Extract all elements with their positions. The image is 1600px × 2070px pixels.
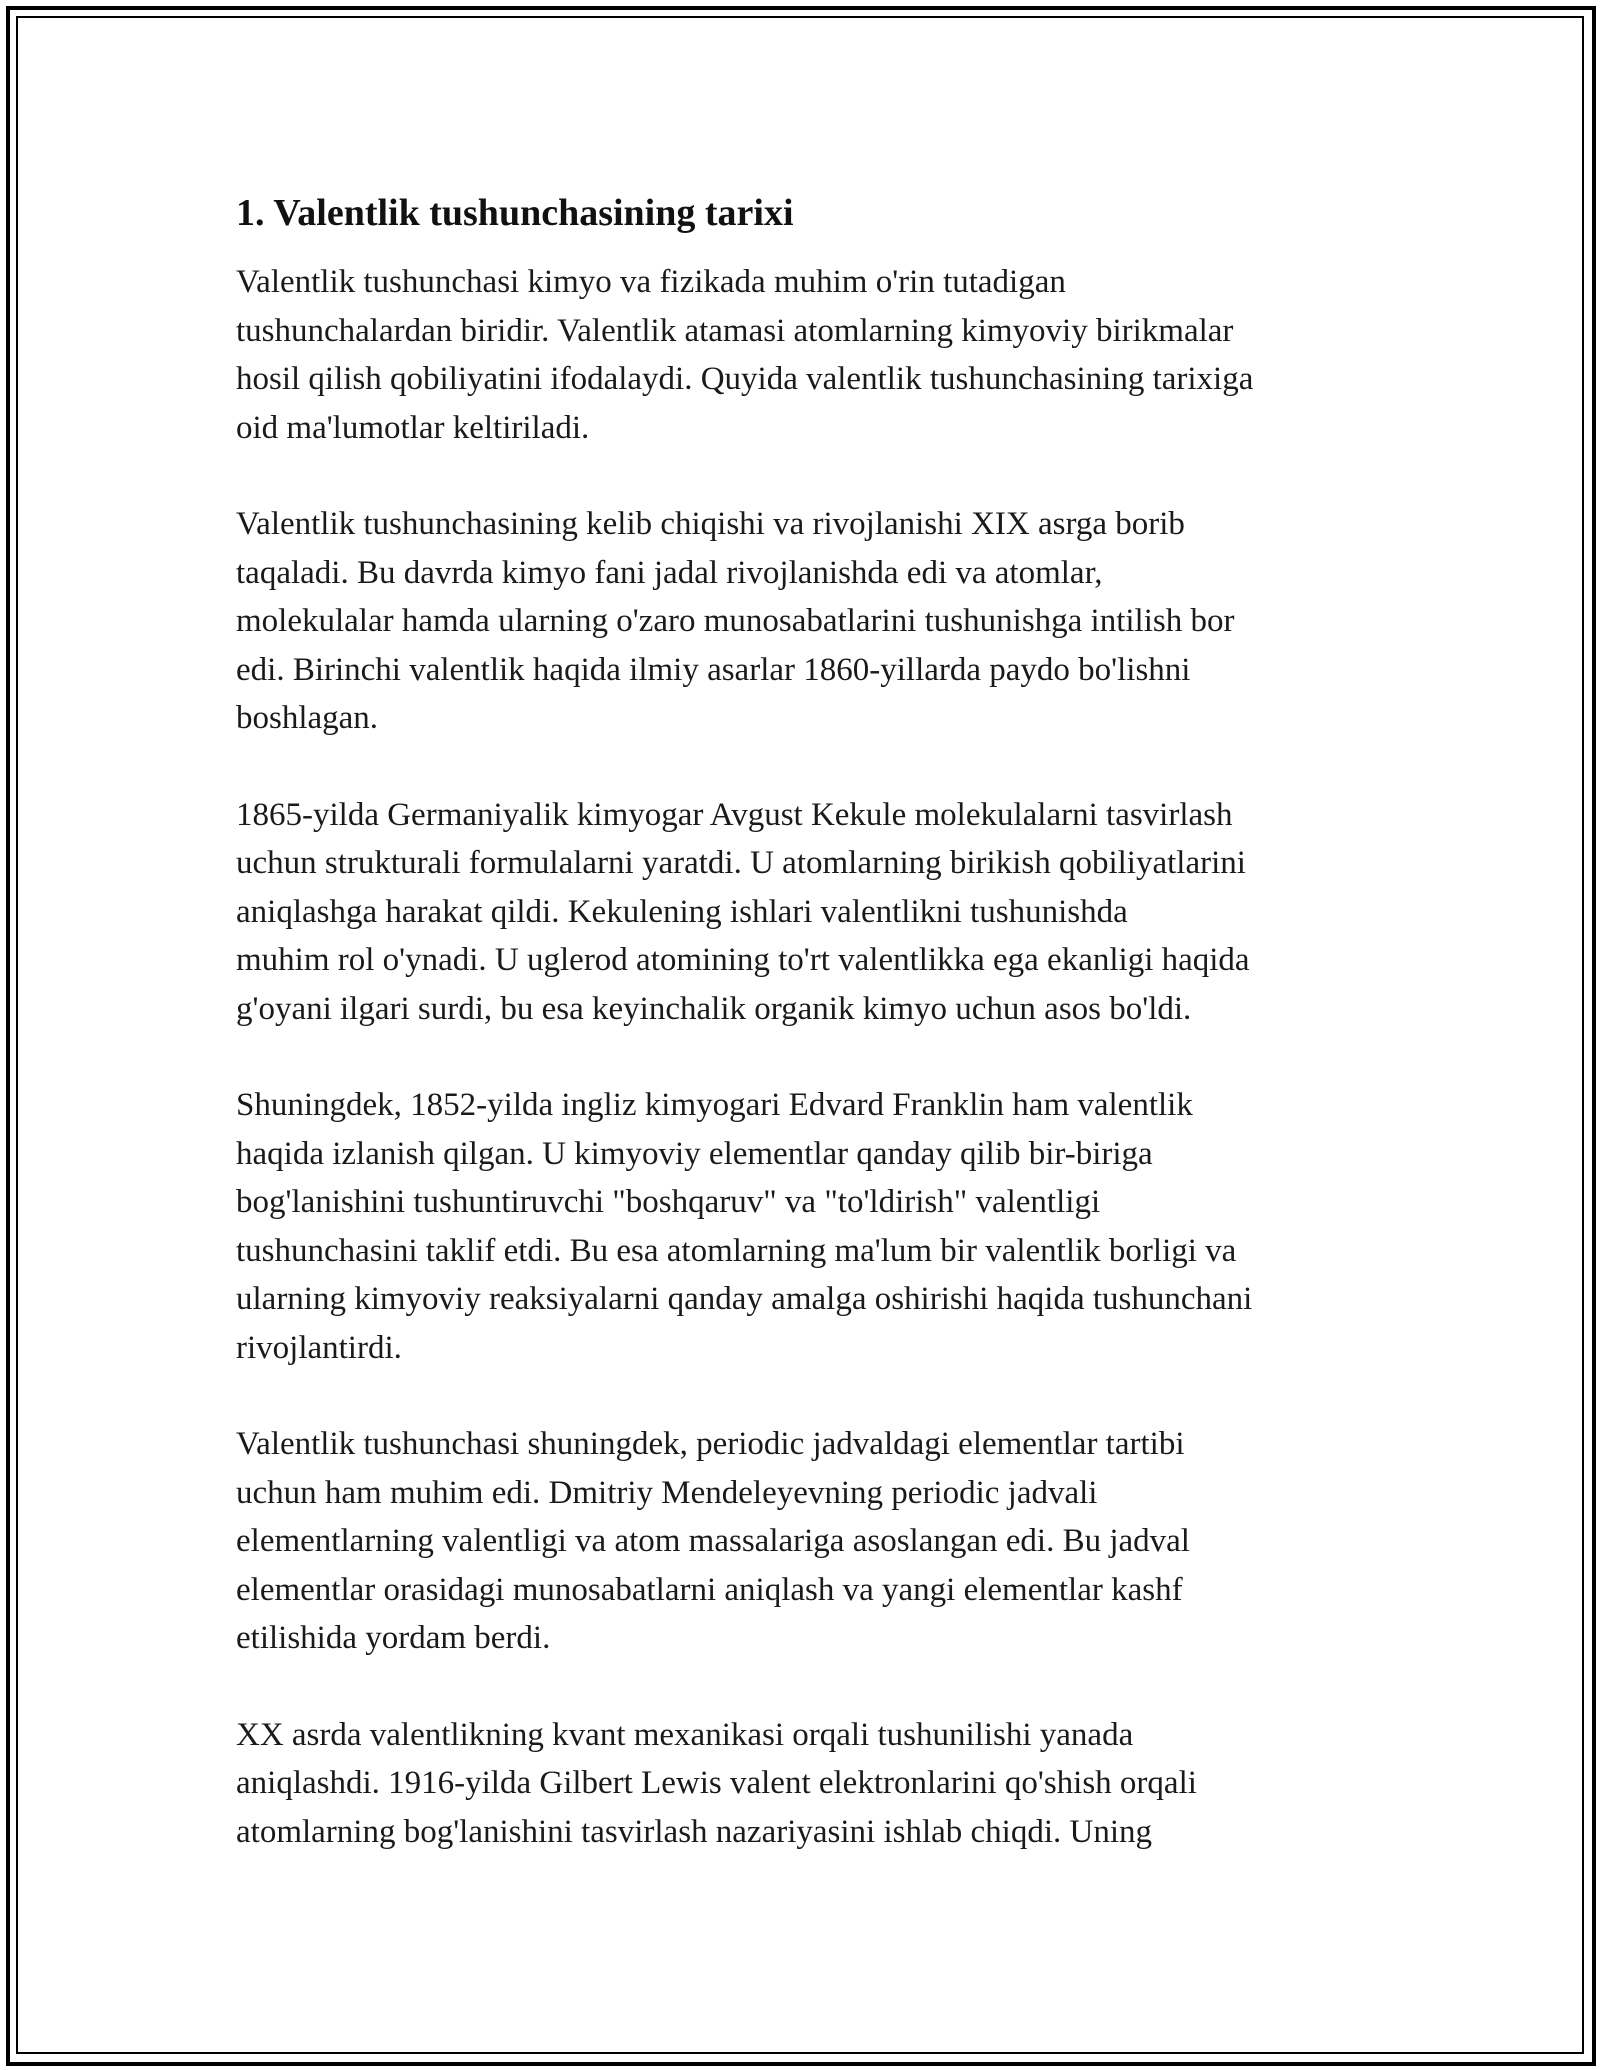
text-line: Valentlik tushunchasining kelib chiqishi va rivojlanishi XIX asrga borib bbox=[236, 506, 1185, 542]
text-line: muhim rol o'ynadi. U uglerod atomining to'rt valentlikka ega ekanligi haqida bbox=[236, 942, 1250, 978]
paragraph-quantum bbox=[236, 1711, 1376, 1857]
text-line: taqaladi. Bu davrda kimyo fani jadal rivojlanishda edi va atomlar, bbox=[236, 554, 1103, 591]
text-line: oid ma'lumotlar keltiriladi. bbox=[236, 409, 590, 446]
paragraph-franklin bbox=[236, 1081, 1376, 1372]
paragraph-kekule bbox=[236, 791, 1376, 1034]
text-line: elementlarning valentligi va atom massalariga asoslangan edi. Bu jadval bbox=[236, 1523, 1190, 1559]
paragraph-mendeleev bbox=[236, 1420, 1376, 1663]
text-line: aniqlashga harakat qildi. Kekulening ishlari valentlikni tushunishda bbox=[236, 893, 1128, 930]
text-line: tushunchasini taklif etdi. Bu esa atomlarning ma'lum bir valentlik borligi va bbox=[236, 1232, 1237, 1269]
text-line: hosil qilish qobiliyatini ifodalaydi. Quyida valentlik tushunchasining tarixiga bbox=[236, 361, 1254, 397]
text-line: haqida izlanish qilgan. U kimyoviy elementlar qanday qilib bir-biriga bbox=[236, 1135, 1153, 1172]
text-line: aniqlashdi. 1916-yilda Gilbert Lewis valent elektronlarini qo'shish orqali bbox=[236, 1765, 1197, 1801]
text-line: Valentlik tushunchasi shuningdek, periodic jadvaldagi elementlar tartibi bbox=[236, 1426, 1185, 1462]
text-line: g'oyani ilgari surdi, bu esa keyinchalik organik kimyo uchun asos bo'ldi. bbox=[236, 990, 1192, 1027]
document-body bbox=[236, 184, 1376, 1904]
text-line: etilishida yordam berdi. bbox=[236, 1620, 551, 1656]
text-line: molekulalar hamda ularning o'zaro munosabatlarini tushunishga intilish bor bbox=[236, 603, 1235, 639]
text-line: rivojlantirdi. bbox=[236, 1329, 402, 1366]
text-line: ularning kimyoviy reaksiyalarni qanday amalga oshirishi haqida tushunchani bbox=[236, 1281, 1253, 1317]
text-line: uchun ham muhim edi. Dmitriy Mendeleyevning periodic jadvali bbox=[236, 1474, 1098, 1511]
text-line: Shuningdek, 1852-yilda ingliz kimyogari Edvard Franklin ham valentlik bbox=[236, 1087, 1193, 1123]
text-line: tushunchalardan biridir. Valentlik atamasi atomlarning kimyoviy birikmalar bbox=[236, 312, 1234, 349]
paragraph-intro bbox=[236, 258, 1376, 452]
section-heading: 1. Valentlik tushunchasining tarixi bbox=[236, 192, 794, 234]
text-line: boshlagan. bbox=[236, 700, 379, 736]
text-line: edi. Birinchi valentlik haqida ilmiy asarlar 1860-yillarda paydo bo'lishni bbox=[236, 651, 1191, 688]
text-line: 1865-yilda Germaniyalik kimyogar Avgust Kekule molekulalarni tasvirlash bbox=[236, 796, 1233, 833]
text-line: XX asrda valentlikning kvant mexanikasi orqali tushunilishi yanada bbox=[236, 1716, 1134, 1753]
text-line: elementlar orasidagi munosabatlarni aniqlash va yangi elementlar kashf bbox=[236, 1571, 1183, 1608]
text-line: Valentlik tushunchasi kimyo va fizikada muhim o'rin tutadigan bbox=[236, 264, 1066, 300]
text-line: uchun strukturali formulalarni yaratdi. U atomlarning birikish qobiliyatlarini bbox=[236, 845, 1246, 881]
text-line: bog'lanishini tushuntiruvchi "boshqaruv" va "to'ldirish" valentligi bbox=[236, 1184, 1101, 1220]
paragraph-origins bbox=[236, 500, 1376, 743]
text-line: atomlarning bog'lanishini tasvirlash nazariyasini ishlab chiqdi. Uning bbox=[236, 1813, 1153, 1850]
